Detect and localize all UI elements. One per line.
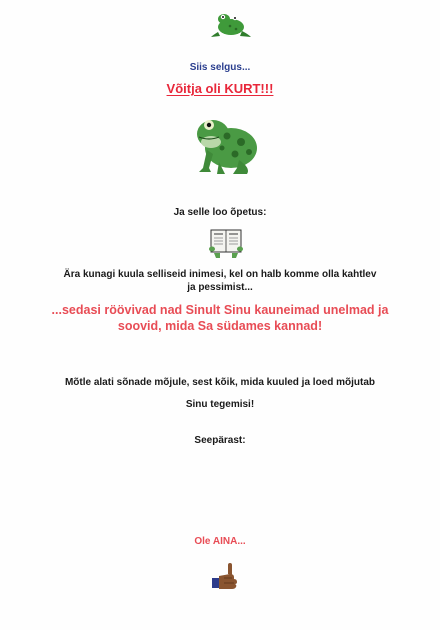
think-line-1: Mõtle alati sõnade mõjule, sest kõik, mida kuuled ja loed mõjutab: [64, 377, 376, 388]
warning-line-2: soovid, mida Sa südames kannad!: [117, 319, 323, 333]
advice-line-1: Ära kunagi kuula selliseid inimesi, kel on halb komme olla kahtlev: [63, 269, 377, 280]
small-frog-icon: [210, 10, 252, 38]
advice-line-2: ja pessimist...: [187, 282, 253, 293]
newspaper-reading-icon: [208, 227, 244, 259]
therefore-line: Seepärast:: [194, 435, 246, 446]
hand-gesture-icon: [210, 562, 240, 592]
think-line-2: Sinu tegemisi!: [185, 399, 255, 410]
winner-headline: Võitja oli KURT!!!: [166, 81, 274, 96]
closing-line: Ole AINA...: [194, 536, 246, 547]
moral-intro: Ja selle loo õpetus:: [173, 207, 267, 218]
intro-line: Siis selgus...: [189, 62, 251, 73]
large-frog-icon: [189, 110, 261, 178]
warning-line-1: ...sedasi röövivad nad Sinult Sinu kauneimad unelmad ja: [51, 303, 389, 317]
